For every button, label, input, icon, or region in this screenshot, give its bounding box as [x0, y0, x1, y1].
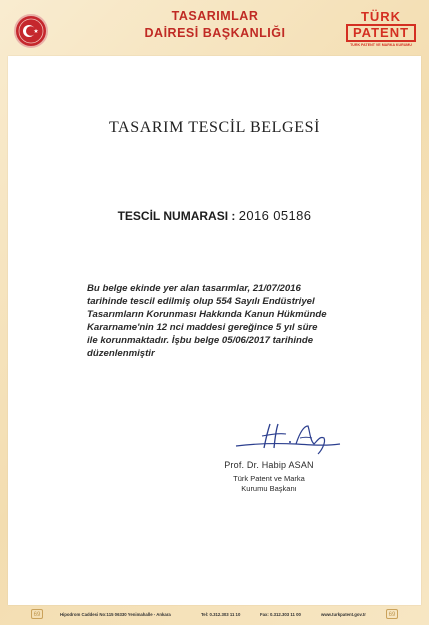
corner-mark-left: 69 [31, 609, 43, 619]
signatory-role-line2: Kurumu Başkanı [241, 484, 297, 493]
registration-number-line [8, 208, 421, 223]
turk-patent-logo [346, 10, 416, 48]
footer [0, 608, 429, 625]
turkish-crescent-star-seal-icon [14, 14, 48, 48]
registration-number: 2016 05186 [238, 208, 312, 223]
body-line: Kararname'nin 12 nci maddesi gereğince 5 yıl süre [87, 322, 318, 333]
footer-contact [60, 611, 380, 621]
certificate-sheet [8, 56, 421, 605]
corner-mark-right: 69 [386, 609, 398, 619]
header [0, 0, 429, 56]
body-line: Bu belge ekinde yer alan tasarımlar, 21/07/2016 [87, 283, 301, 294]
footer-tel: Tel: 0.312.303 11 10 [201, 612, 241, 617]
brand-top-text: TÜRK [360, 9, 402, 24]
body-line: ile korunmaktadır. İşbu belge 05/06/2017 tarihinde [87, 335, 314, 346]
brand-subtitle: TÜRK PATENT VE MARKA KURUMU [350, 43, 412, 47]
footer-address: Hipodrom Caddesi No:115 06330 Yenimahalle - Ankara [60, 612, 171, 617]
department-title-line1: TASARIMLAR [171, 9, 259, 23]
signatory-role [194, 474, 344, 494]
signatory-name: Prof. Dr. Habip ASAN [224, 460, 314, 470]
certificate-body [87, 282, 387, 360]
handwritten-signature [234, 418, 344, 463]
body-line: düzenlenmiştir [87, 348, 155, 359]
brand-main-text: PATENT [346, 24, 416, 42]
body-line: tarihinde tescil edilmiş olup 554 Sayılı Endüstriyel [87, 296, 315, 307]
document-title: TASARIM TESCİL BELGESİ [108, 119, 321, 136]
footer-web: www.turkpatent.gov.tr [321, 612, 366, 617]
department-title-line2: DAİRESİ BAŞKANLIĞI [144, 26, 286, 40]
registration-label: TESCİL NUMARASI : [117, 209, 236, 223]
department-title [110, 8, 320, 42]
body-line: Tasarımların Korunması Hakkında Kanun Hükmünde [87, 309, 327, 320]
footer-fax: Fax: 0.312.303 11 00 [260, 612, 301, 617]
signatory-role-line1: Türk Patent ve Marka [233, 474, 305, 483]
